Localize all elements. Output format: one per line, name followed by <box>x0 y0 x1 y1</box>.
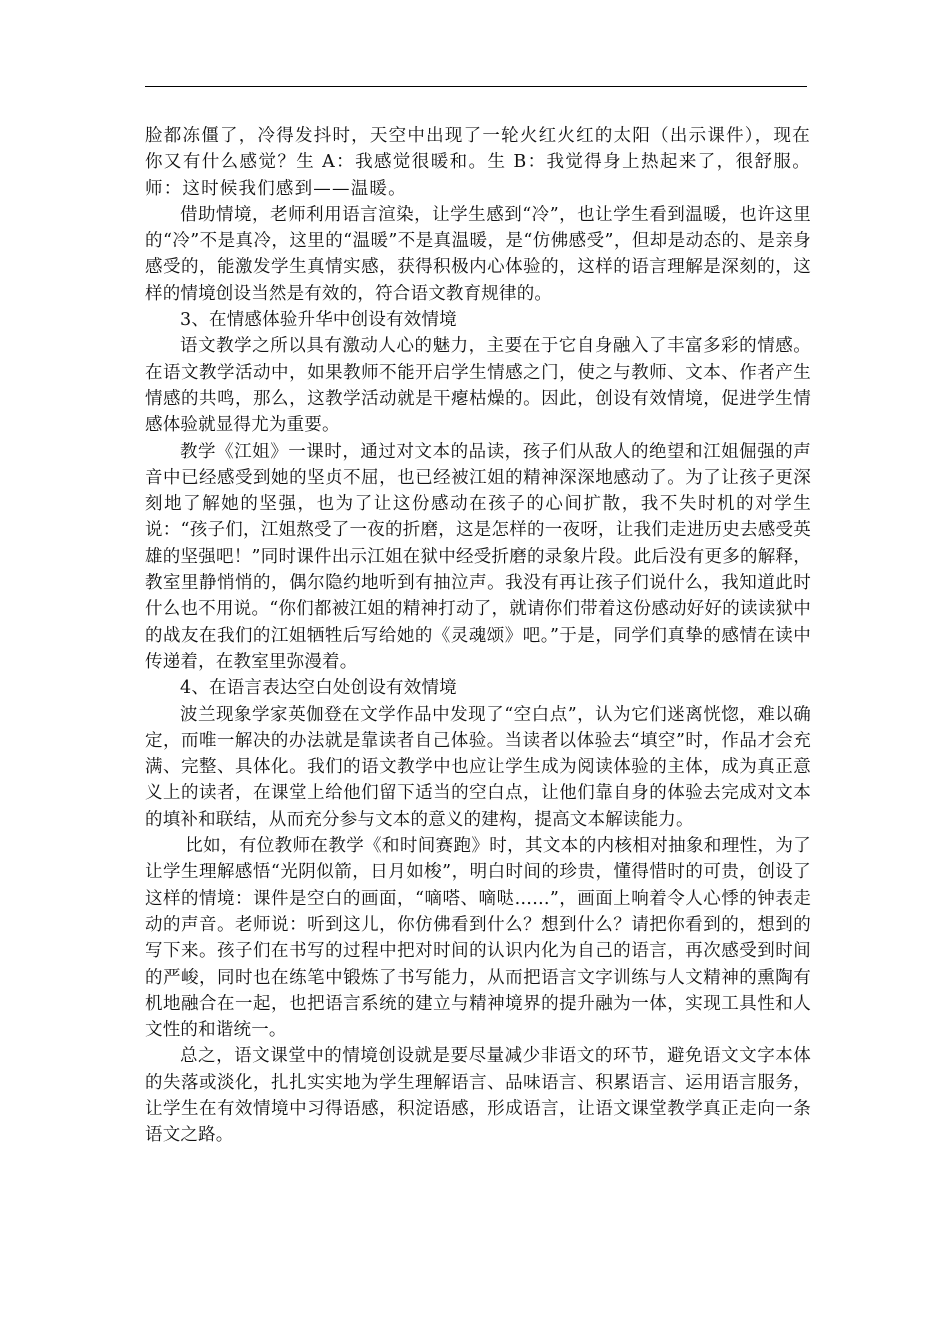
header-rule <box>145 86 807 87</box>
paragraph-emotional-experience: 语文教学之所以具有激动人心的魅力，主要在于它自身融入了丰富多彩的情感。在语文教学活动中，如果教师不能开启学生情感之门，使之与教师、文本、作者产生情感的共鸣，那么，这教学活动就是干瘪枯燥的。因此，创设有效情境，促进学生情感体验就显得尤为重要。 <box>145 336 811 436</box>
paragraph-jiangjie-example: 教学《江姐》一课时，通过对文本的品读，孩子们从敌人的绝望和江姐倔强的声音中已经感受到她的坚贞不屈，也已经被江姐的精神深深地感动了。为了让孩子更深刻地了解她的坚强，也为了让这份感动在孩子的心间扩散，我不失时机的对学生说：“孩子们，江姐熬受了一夜的折磨，这是怎样的一夜呀，让我们走进历史去感受英雄的坚强吧！”同时课件出示江姐在狱中经受折磨的录象片段。此后没有更多的解释，教室里静悄悄的，偶尔隐约地听到有抽泣声。我没有再让孩子们说什么，我知道此时什么也不用说。“你们都被江姐的精神打动了，就请你们带着这份感动好好的读读狱中的战友在我们的江姐牺牲后写给她的《灵魂颂》吧。”于是，同学们真挚的感情在读中传递着，在教室里弥漫着。 <box>145 441 811 672</box>
paragraph-blank-points: 波兰现象学家英伽登在文学作品中发现了“空白点”，认为它们迷离恍惚，难以确定，而唯一解决的办法就是靠读者自己体验。当读者以体验去“填空”时，作品才会充满、完整、具体化。我们的语文教学中也应让学生成为阅读体验的主体，成为真正意义上的读者，在课堂上给他们留下适当的空白点，让他们靠自身的体验去完成对文本的填补和联结，从而充分参与文本的意义的建构，提高文本解读能力。 <box>145 704 811 830</box>
paragraph-conclusion: 总之，语文课堂中的情境创设就是要尽量减少非语文的环节，避免语文文字本体的失落或淡化，扎扎实实地为学生理解语言、品味语言、积累语言、运用语言服务，让学生在有效情境中习得语感，积淀语感，形成语言，让语文课堂教学真正走向一条语文之路。 <box>145 1046 811 1146</box>
paragraph-time-race-example: 比如，有位教师在教学《和时间赛跑》时，其文本的内核相对抽象和理性，为了让学生理解感悟“光阴似箭，日月如梭”，明白时间的珍贵，懂得惜时的可贵，创设了这样的情境：课件是空白的画面，“嘀嗒、嘀哒……”，画面上响着令人心悸的钟表走动的声音。老师说：听到这儿，你仿佛看到什么？想到什么？请把你看到的，想到的写下来。孩子们在书写的过程中把对时间的认识内化为自己的语言，再次感受到时间的严峻，同时也在练笔中锻炼了书写能力，从而把语言文字训练与人文精神的熏陶有机地融合在一起，也把语言系统的建立与精神境界的提升融为一体，实现工具性和人文性的和谐统一。 <box>145 836 811 1041</box>
paragraph-situation-analysis: 借助情境，老师利用语言渲染，让学生感到“冷”，也让学生看到温暖，也许这里的“冷”不是真冷，这里的“温暖”不是真温暖，是“仿佛感受”，但却是动态的、是亲身感受的，能激发学生真情实感，获得积极内心体验的，这样的语言理解是深刻的，这样的情境创设当然是有效的，符合语文教育规律的。 <box>145 204 811 304</box>
document-body <box>145 123 811 1149</box>
section-heading-3: 3、在情感体验升华中创设有效情境 <box>180 310 457 331</box>
paragraph-dialogue-continuation: 脸都冻僵了，冷得发抖时，天空中出现了一轮火红火红的太阳（出示课件），现在你又有什么感觉？生 A：我感觉很暖和。生 B：我觉得身上热起来了，很舒服。师：这时候我们感到——温暖。 <box>145 126 811 199</box>
section-heading-4: 4、在语言表达空白处创设有效情境 <box>180 678 457 699</box>
